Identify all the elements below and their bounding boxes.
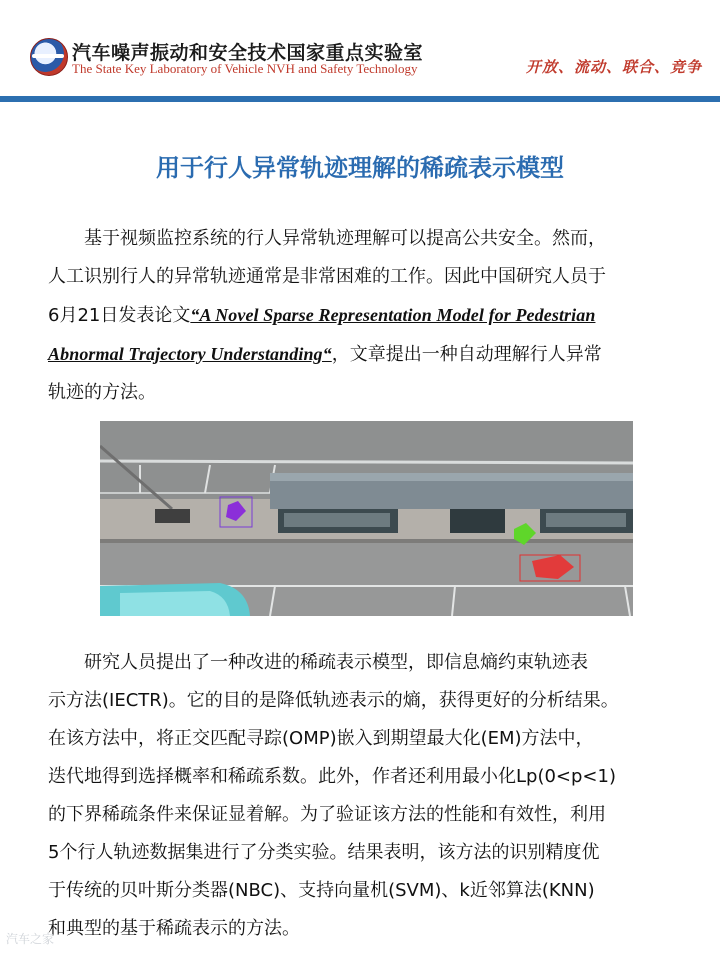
text-segment: 6月21日发表论文	[48, 305, 191, 326]
intro-paragraph	[48, 220, 672, 412]
text-line: 基于视频监控系统的行人异常轨迹理解可以提高公共安全。然而，	[84, 228, 606, 249]
paper-citation-link[interactable]: “A Novel Sparse Representation Model for Pedestrian	[190, 305, 596, 325]
lab-name-cn: 汽车噪声振动和安全技术国家重点实验室	[72, 42, 424, 64]
page-header	[0, 0, 720, 96]
text-line: 研究人员提出了一种改进的稀疏表示模型，即信息熵约束轨迹表	[84, 652, 588, 673]
surveillance-scene	[100, 421, 633, 616]
text-line: 示方法(IECTR)。它的目的是降低轨迹表示的熵，获得更好的分析结果。	[48, 690, 619, 711]
text-line: 迭代地得到选择概率和稀疏系数。此外，作者还利用最小化Lp(0<p<1)	[48, 766, 616, 787]
text-line: 在该方法中，将正交匹配寻踪(OMP)嵌入到期望最大化(EM)方法中，	[48, 728, 594, 749]
paper-citation-link[interactable]: Abnormal Trajectory Understanding“	[48, 344, 332, 364]
text-line	[48, 296, 672, 335]
text-line	[48, 335, 672, 374]
lab-name-en: The State Key Laboratory of Vehicle NVH and Safety Technology	[72, 61, 418, 76]
text-segment: ，文章提出一种自动理解行人异常	[331, 344, 602, 365]
lab-logo-wave	[32, 54, 64, 58]
surveillance-image	[100, 421, 633, 616]
text-line: 轨迹的方法。	[48, 382, 156, 403]
article-title: 用于行人异常轨迹理解的稀疏表示模型	[156, 154, 564, 182]
text-line: 和典型的基于稀疏表示的方法。	[48, 918, 300, 939]
watermark: 汽车之家	[6, 932, 55, 946]
lab-motto: 开放、流动、联合、竞争	[525, 58, 702, 76]
text-line: 的下界稀疏条件来保证显着解。为了验证该方法的性能和有效性，利用	[48, 804, 606, 825]
text-line: 5个行人轨迹数据集进行了分类实验。结果表明，该方法的识别精度优	[48, 842, 600, 863]
text-line: 人工识别行人的异常轨迹通常是非常困难的工作。因此中国研究人员于	[48, 266, 606, 287]
text-line: 于传统的贝叶斯分类器(NBC)、支持向量机(SVM)、k近邻算法(KNN)	[48, 880, 595, 901]
header-divider	[0, 96, 720, 102]
method-paragraph	[48, 644, 672, 948]
